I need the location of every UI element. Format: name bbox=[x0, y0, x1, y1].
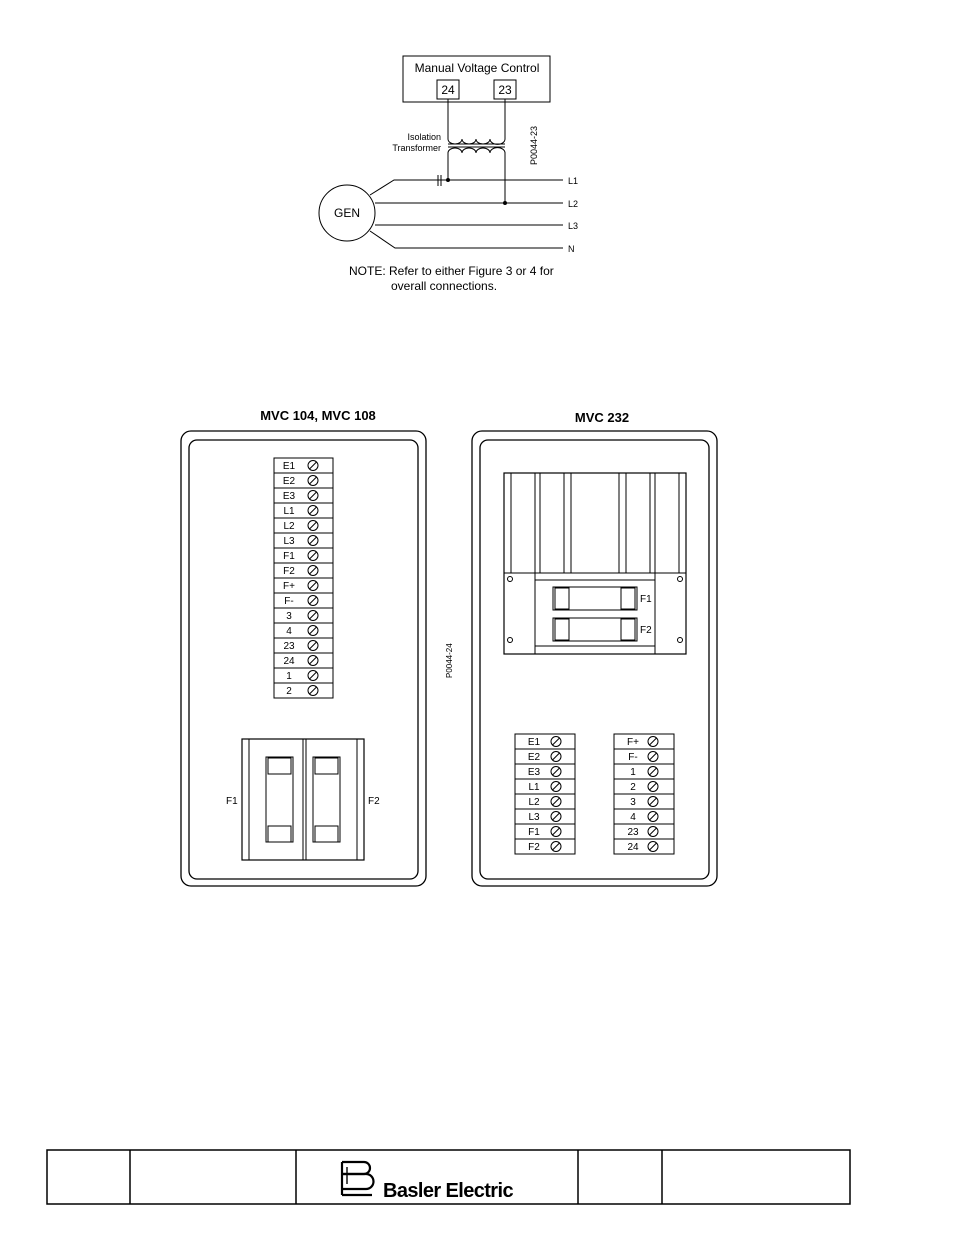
small-unit-terminal-label: L1 bbox=[283, 506, 295, 517]
large-unit-right-terminal bbox=[614, 809, 674, 824]
small-unit-terminal-label: L3 bbox=[283, 536, 295, 547]
large-unit-terminal-strip-right bbox=[614, 734, 674, 854]
large-unit-left-terminal bbox=[515, 809, 575, 824]
note-line1: NOTE: Refer to either Figure 3 or 4 for bbox=[349, 264, 554, 278]
large-unit-right-terminal-label: 24 bbox=[627, 842, 639, 853]
small-unit-terminal bbox=[274, 683, 333, 698]
large-unit-right-terminal-label: 4 bbox=[630, 812, 636, 823]
small-unit-terminal bbox=[274, 533, 333, 548]
large-unit-right-terminal bbox=[614, 764, 674, 779]
large-unit-left-terminal bbox=[515, 764, 575, 779]
large-unit-left-terminal-label: F1 bbox=[528, 827, 540, 838]
small-unit-terminal bbox=[274, 668, 333, 683]
large-unit-terminal-strip-left bbox=[515, 734, 575, 854]
transformer-label-line2: Transformer bbox=[392, 143, 441, 153]
small-unit-terminal-label: 1 bbox=[286, 671, 292, 682]
large-unit-left-terminal bbox=[515, 779, 575, 794]
large-unit-left-terminal-label: L1 bbox=[528, 782, 540, 793]
large-unit-right-terminal bbox=[614, 824, 674, 839]
small-unit-terminal-label: 4 bbox=[286, 626, 292, 637]
large-unit-heatsink-fuse-assembly bbox=[504, 473, 686, 654]
figure-id-p0044-24: P0044-24 bbox=[445, 643, 454, 678]
large-unit-left-terminal bbox=[515, 794, 575, 809]
isolation-transformer-symbol bbox=[448, 99, 505, 203]
large-unit-fuse-bottom-label: F2 bbox=[640, 625, 652, 636]
large-unit-right-terminal-label: F- bbox=[628, 752, 638, 763]
controller-title: Manual Voltage Control bbox=[414, 61, 540, 75]
large-unit-right-terminal bbox=[614, 779, 674, 794]
note-line2: overall connections. bbox=[391, 279, 498, 293]
large-unit-panel bbox=[472, 410, 717, 886]
large-unit-right-terminal-label: 2 bbox=[630, 782, 636, 793]
small-unit-fuse-block bbox=[242, 739, 364, 860]
line-label-l3: L3 bbox=[568, 221, 579, 231]
brand-name: Basler Electric bbox=[383, 1180, 513, 1202]
large-unit-right-terminal bbox=[614, 794, 674, 809]
transformer-label-line1: Isolation bbox=[407, 132, 441, 142]
small-unit-fuse-right-label: F2 bbox=[368, 796, 380, 807]
small-unit-terminal bbox=[274, 653, 333, 668]
generator-label: GEN bbox=[333, 206, 361, 220]
small-unit-terminal bbox=[274, 473, 333, 488]
small-unit-terminal-strip bbox=[274, 458, 333, 698]
wiring-diagram bbox=[319, 56, 578, 293]
large-unit-right-terminal bbox=[614, 839, 674, 854]
small-unit-terminal bbox=[274, 548, 333, 563]
small-unit-terminal bbox=[274, 503, 333, 518]
generator-lines bbox=[370, 175, 563, 248]
line-label-n: N bbox=[568, 244, 575, 254]
small-unit-terminal-label: 2 bbox=[286, 686, 292, 697]
terminal-layout-figure bbox=[181, 408, 717, 886]
small-unit-terminal bbox=[274, 518, 333, 533]
small-unit-terminal-label: F- bbox=[284, 596, 294, 607]
small-unit-terminal-label: 23 bbox=[283, 641, 295, 652]
terminal-24-label: 24 bbox=[441, 83, 455, 97]
line-label-l1: L1 bbox=[568, 176, 579, 186]
large-unit-left-terminal bbox=[515, 749, 575, 764]
large-unit-left-terminal-label: L3 bbox=[528, 812, 540, 823]
small-unit-panel bbox=[181, 408, 426, 886]
small-unit-terminal bbox=[274, 563, 333, 578]
large-unit-right-terminal-label: 23 bbox=[627, 827, 639, 838]
large-unit-left-terminal bbox=[515, 824, 575, 839]
small-unit-terminal bbox=[274, 458, 333, 473]
small-unit-terminal-label: 3 bbox=[286, 611, 292, 622]
line-label-l2: L2 bbox=[568, 199, 579, 209]
small-unit-terminal-label: F2 bbox=[283, 566, 295, 577]
basler-logo-mark bbox=[342, 1162, 374, 1195]
large-unit-left-terminal-label: E3 bbox=[527, 767, 541, 778]
large-unit-left-terminal-label: E2 bbox=[527, 752, 541, 763]
large-unit-left-terminal-label: F2 bbox=[528, 842, 540, 853]
figure-id-p0044-23: P0044-23 bbox=[529, 125, 539, 165]
small-unit-terminal-label: E2 bbox=[282, 476, 296, 487]
small-unit-terminal-label: L2 bbox=[283, 521, 295, 532]
small-unit-terminal-label: F1 bbox=[283, 551, 295, 562]
large-unit-right-terminal-label: F+ bbox=[627, 737, 639, 748]
small-unit-title: MVC 104, MVC 108 bbox=[260, 408, 376, 423]
large-unit-left-terminal bbox=[515, 839, 575, 854]
large-unit-left-terminal bbox=[515, 734, 575, 749]
large-unit-right-terminal-label: 3 bbox=[630, 797, 636, 808]
terminal-23-label: 23 bbox=[498, 83, 512, 97]
small-unit-terminal bbox=[274, 593, 333, 608]
small-unit-terminal bbox=[274, 578, 333, 593]
basler-logo bbox=[342, 1162, 513, 1202]
small-unit-terminal-label: E1 bbox=[282, 461, 296, 472]
large-unit-fuse-top-label: F1 bbox=[640, 594, 652, 605]
small-unit-fuse-left-label: F1 bbox=[226, 796, 238, 807]
small-unit-terminal bbox=[274, 638, 333, 653]
large-unit-right-terminal bbox=[614, 734, 674, 749]
large-unit-left-terminal-label: L2 bbox=[528, 797, 540, 808]
large-unit-left-terminal-label: E1 bbox=[527, 737, 541, 748]
small-unit-terminal-label: E3 bbox=[282, 491, 296, 502]
large-unit-right-terminal-label: 1 bbox=[630, 767, 636, 778]
small-unit-terminal bbox=[274, 608, 333, 623]
large-unit-right-terminal bbox=[614, 749, 674, 764]
small-unit-terminal-label: F+ bbox=[283, 581, 295, 592]
small-unit-terminal bbox=[274, 623, 333, 638]
small-unit-terminal bbox=[274, 488, 333, 503]
footer-table bbox=[47, 1150, 850, 1204]
large-unit-title: MVC 232 bbox=[574, 410, 630, 425]
small-unit-terminal-label: 24 bbox=[283, 656, 295, 667]
